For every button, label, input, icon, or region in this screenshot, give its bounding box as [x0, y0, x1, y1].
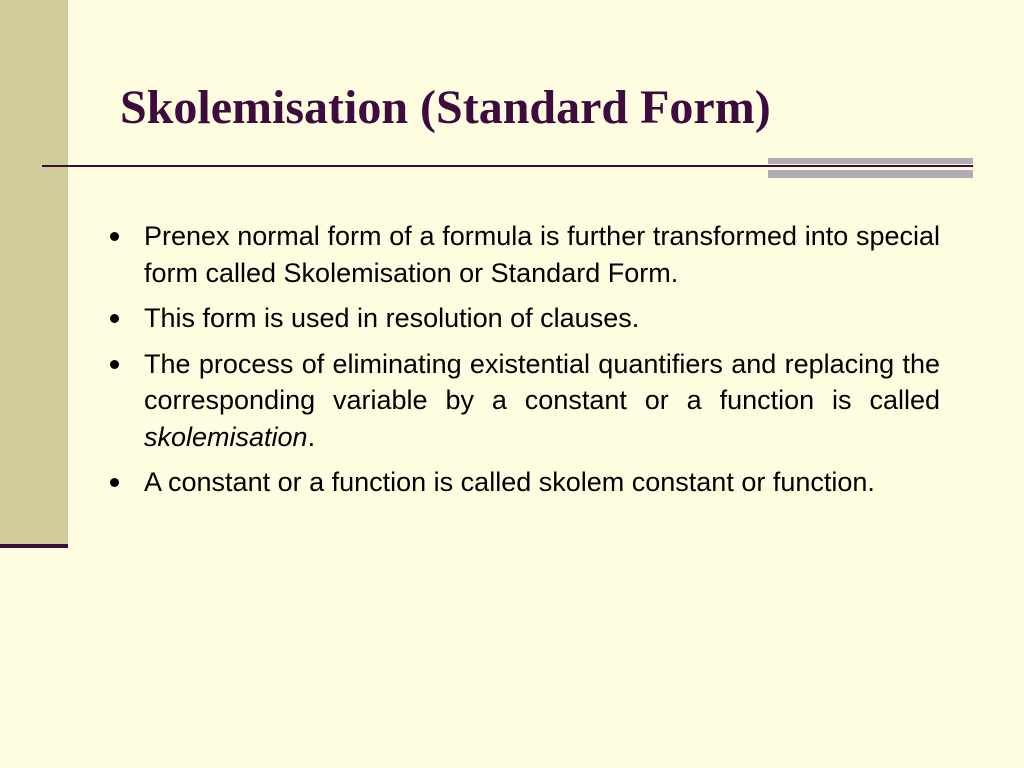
- bullet-dot-icon: [110, 232, 119, 241]
- bullet-list: [106, 218, 940, 510]
- bullet-item-prenex: [106, 218, 940, 291]
- bullet-text: This form is used in resolution of clauses.: [144, 303, 640, 333]
- bullet-text: A constant or a function is called skolem constant or function.: [144, 467, 875, 497]
- left-decorative-band: [0, 0, 68, 545]
- accent-bar-top: [768, 158, 973, 164]
- bullet-item-skolem-constant: [106, 464, 940, 501]
- bullet-text-end: .: [307, 421, 316, 452]
- title-divider: [42, 165, 973, 167]
- bullet-item-resolution: [106, 300, 940, 337]
- bullet-dot-icon: [110, 478, 119, 487]
- emphasized-term: skolemisation: [144, 421, 308, 452]
- bullet-dot-icon: [110, 314, 119, 323]
- accent-bar-bottom: [768, 170, 973, 178]
- bullet-dot-icon: [110, 360, 119, 369]
- slide-title: Skolemisation (Standard Form): [120, 81, 771, 134]
- bullet-text: Prenex normal form of a formula is further transformed into special form called Skolemisation or Standard Form.: [144, 221, 940, 288]
- bullet-text: The process of eliminating existential quantifiers and replacing the corresponding variable by a constant or a function is called: [144, 348, 940, 415]
- left-band-underline: [0, 544, 68, 548]
- bullet-item-process: [106, 346, 940, 456]
